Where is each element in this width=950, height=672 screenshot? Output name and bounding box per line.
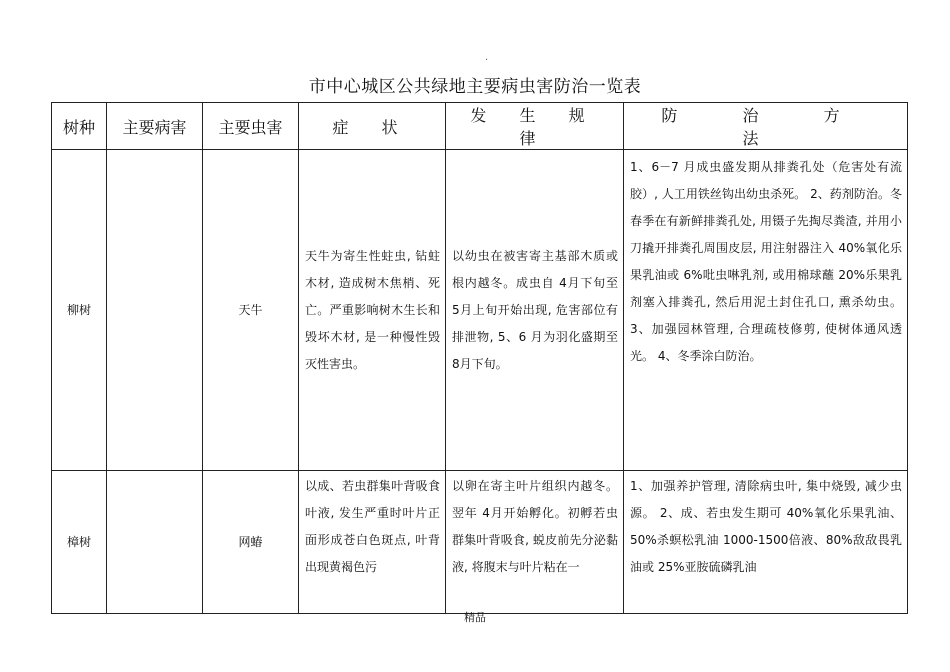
page-title: 市中心城区公共绿地主要病虫害防治一览表 [308,77,642,97]
header-method: 防 治 方 法 [624,103,908,150]
cell-symptom: 天牛为寄生性蛀虫, 钻蛀木材, 造成树木焦梢、死亡。严重影响树木生长和毁坏木材, 是一种慢性毁灭性害虫。 [299,150,446,471]
cell-method: 1、加强养护管理, 清除病虫叶, 集中烧毁, 减少虫源。 2、成、若虫发生期可 40%氧化乐果乳油、 50%杀螟松乳油 1000-1500倍液、80%敌敌畏乳油或 25%亚胺硫磷乳油 [624,471,908,614]
table-row [52,471,908,614]
header-disease: 主要病害 [107,103,203,150]
header-species: 树种 [52,103,107,150]
header-symptom: 症 状 [299,103,446,150]
cell-species: 樟树 [52,471,107,614]
cell-method: 1、6－7 月成虫盛发期从排粪孔处（危害处有流胶）, 人工用铁丝钩出幼虫杀死。 2、药剂防治。冬春季在有新鲜排粪孔处, 用镊子先掏尽粪渣, 并用小刀撬开排粪孔周围皮层, 用注射器注入 40%氧化乐果乳油或 6%吡虫啉乳剂, 或用棉球蘸 20%乐果乳剂塞入排粪孔, 然后用泥土封住孔口, 熏杀幼虫。 3、加强园林管理, 合理疏枝修剪, 使树体通风透光。 4、冬季涂白防治。 [624,150,908,471]
cell-species: 柳树 [52,150,107,471]
cell-pest: 天牛 [203,150,299,471]
cell-disease [107,150,203,471]
cell-pattern: 以卵在寄主叶片组织内越冬。翌年 4月开始孵化。初孵若虫群集叶背吸食, 蜕皮前先分泌黏液, 将腹末与叶片粘在一 [446,471,624,614]
header-pest: 主要虫害 [203,103,299,150]
header-pattern: 发 生 规 律 [446,103,624,150]
table-header-row [52,103,908,150]
cell-pattern: 以幼虫在被害寄主基部木质或根内越冬。成虫自 4月下旬至 5月上旬开始出现, 危害部位有排泄物, 5、6 月为羽化盛期至 8月下旬。 [446,150,624,471]
pest-control-table [51,102,908,614]
cell-symptom: 以成、若虫群集叶背吸食叶液, 发生严重时叶片正面形成苍白色斑点, 叶背出现黄褐色污 [299,471,446,614]
page-marker: . [485,52,489,63]
cell-disease [107,471,203,614]
table-row [52,150,908,471]
cell-pest: 网蝽 [203,471,299,614]
page-footer: 精品 [464,611,486,624]
